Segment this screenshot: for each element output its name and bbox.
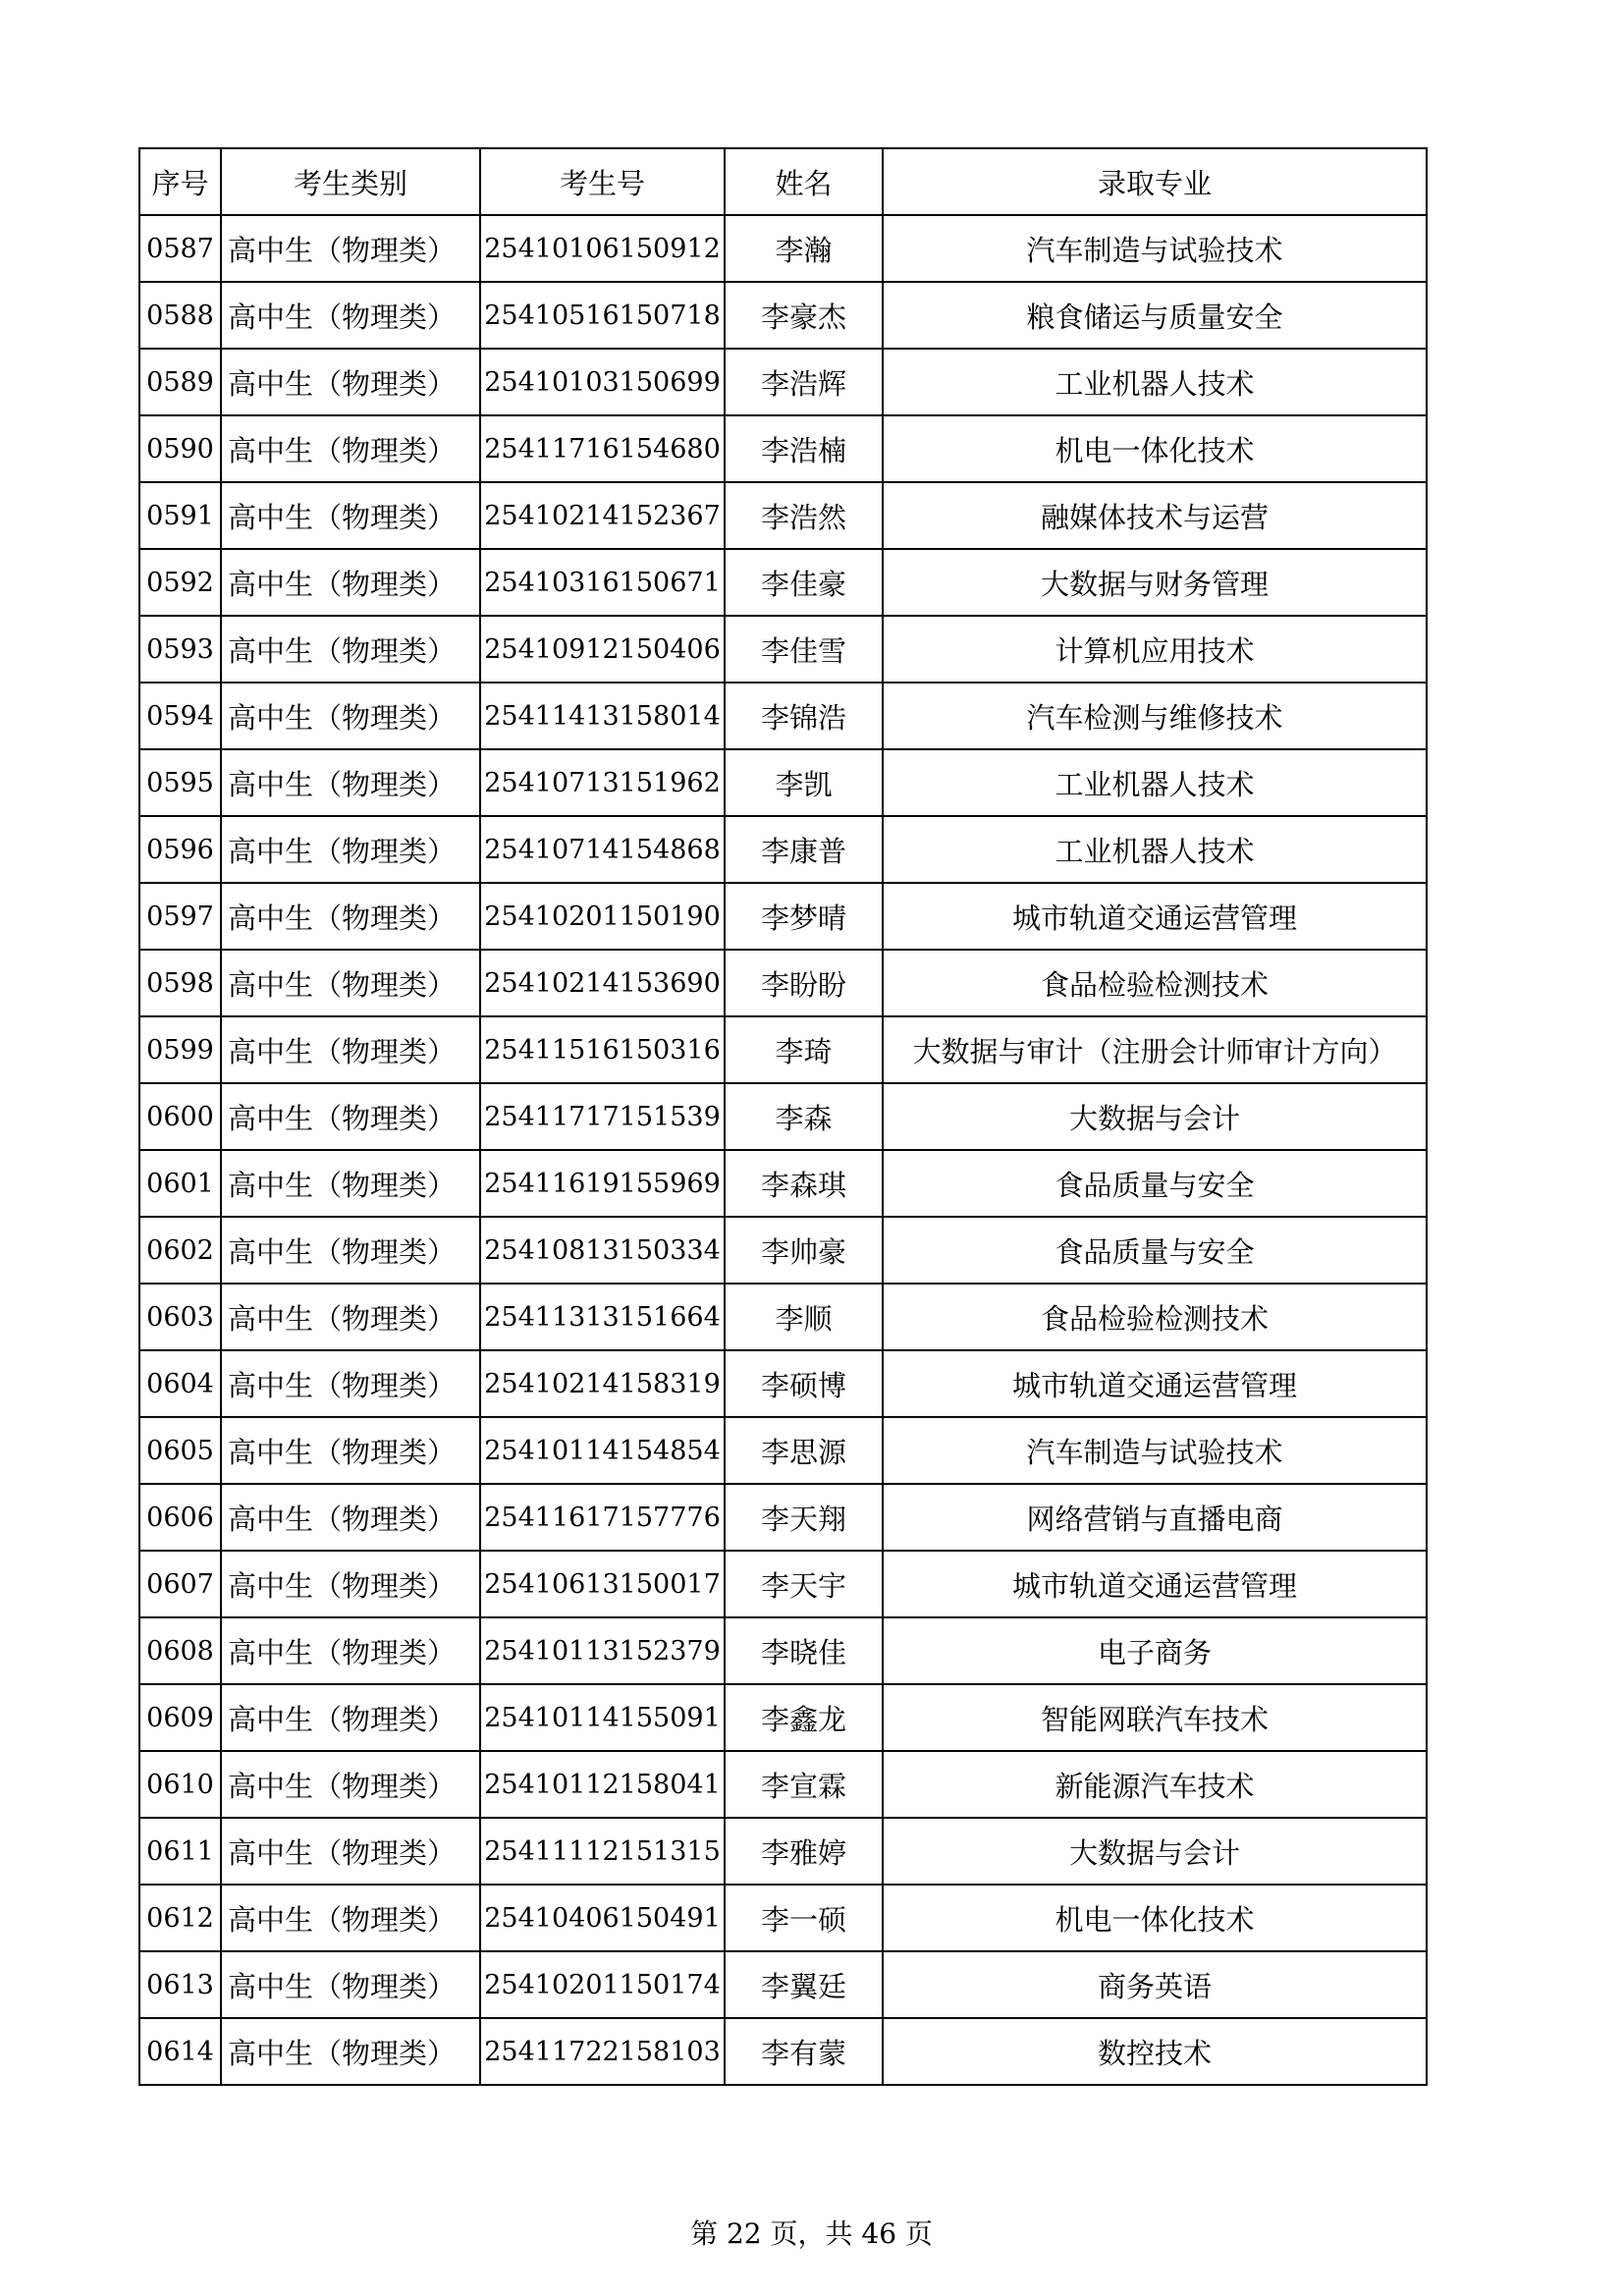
cell-category: 高中生（物理类）	[221, 1617, 480, 1684]
cell-major: 城市轨道交通运营管理	[883, 883, 1427, 950]
cell-category: 高中生（物理类）	[221, 1484, 480, 1551]
admission-table	[138, 147, 1428, 2086]
table-row	[139, 1751, 1427, 1818]
cell-major: 粮食储运与质量安全	[883, 282, 1427, 349]
cell-major: 汽车制造与试验技术	[883, 215, 1427, 282]
cell-name: 李宣霖	[725, 1751, 883, 1818]
table-row	[139, 215, 1427, 282]
table-body	[139, 215, 1427, 2085]
cell-exam-number: 25410406150491	[480, 1885, 725, 1951]
cell-seq: 0604	[139, 1350, 221, 1417]
cell-name: 李豪杰	[725, 282, 883, 349]
cell-exam-number: 25410103150699	[480, 349, 725, 415]
cell-major: 机电一体化技术	[883, 415, 1427, 482]
cell-major: 大数据与会计	[883, 1083, 1427, 1150]
cell-name: 李凯	[725, 749, 883, 816]
cell-seq: 0605	[139, 1417, 221, 1484]
cell-exam-number: 25411413158014	[480, 683, 725, 749]
cell-category: 高中生（物理类）	[221, 215, 480, 282]
table-row	[139, 1016, 1427, 1083]
cell-major: 食品检验检测技术	[883, 950, 1427, 1016]
cell-name: 李森琪	[725, 1150, 883, 1217]
cell-exam-number: 25410201150174	[480, 1951, 725, 2018]
cell-exam-number: 25411112151315	[480, 1818, 725, 1885]
cell-seq: 0606	[139, 1484, 221, 1551]
table-row	[139, 1684, 1427, 1751]
cell-major: 计算机应用技术	[883, 616, 1427, 683]
cell-category: 高中生（物理类）	[221, 1885, 480, 1951]
table-row	[139, 1818, 1427, 1885]
cell-major: 工业机器人技术	[883, 349, 1427, 415]
cell-seq: 0588	[139, 282, 221, 349]
table-row	[139, 883, 1427, 950]
cell-name: 李硕博	[725, 1350, 883, 1417]
cell-major: 新能源汽车技术	[883, 1751, 1427, 1818]
cell-name: 李天宇	[725, 1551, 883, 1617]
cell-category: 高中生（物理类）	[221, 1016, 480, 1083]
cell-exam-number: 25411516150316	[480, 1016, 725, 1083]
cell-category: 高中生（物理类）	[221, 1350, 480, 1417]
cell-seq: 0598	[139, 950, 221, 1016]
table-row	[139, 1217, 1427, 1284]
cell-major: 网络营销与直播电商	[883, 1484, 1427, 1551]
cell-major: 大数据与审计（注册会计师审计方向）	[883, 1016, 1427, 1083]
cell-seq: 0608	[139, 1617, 221, 1684]
cell-major: 城市轨道交通运营管理	[883, 1551, 1427, 1617]
table-row	[139, 1350, 1427, 1417]
cell-seq: 0613	[139, 1951, 221, 2018]
cell-major: 商务英语	[883, 1951, 1427, 2018]
cell-name: 李瀚	[725, 215, 883, 282]
cell-seq: 0600	[139, 1083, 221, 1150]
table-row	[139, 549, 1427, 616]
cell-name: 李锦浩	[725, 683, 883, 749]
cell-seq: 0601	[139, 1150, 221, 1217]
cell-exam-number: 25410214153690	[480, 950, 725, 1016]
cell-name: 李浩辉	[725, 349, 883, 415]
cell-category: 高中生（物理类）	[221, 482, 480, 549]
table-row	[139, 749, 1427, 816]
cell-seq: 0602	[139, 1217, 221, 1284]
cell-seq: 0590	[139, 415, 221, 482]
cell-category: 高中生（物理类）	[221, 349, 480, 415]
cell-name: 李一硕	[725, 1885, 883, 1951]
cell-major: 工业机器人技术	[883, 816, 1427, 883]
cell-name: 李浩然	[725, 482, 883, 549]
cell-exam-number: 25410114155091	[480, 1684, 725, 1751]
header-major: 录取专业	[883, 148, 1427, 215]
cell-name: 李天翔	[725, 1484, 883, 1551]
cell-exam-number: 25411722158103	[480, 2018, 725, 2085]
cell-major: 汽车制造与试验技术	[883, 1417, 1427, 1484]
cell-seq: 0594	[139, 683, 221, 749]
cell-major: 智能网联汽车技术	[883, 1684, 1427, 1751]
header-name: 姓名	[725, 148, 883, 215]
cell-exam-number: 25411717151539	[480, 1083, 725, 1150]
cell-name: 李浩楠	[725, 415, 883, 482]
cell-name: 李佳豪	[725, 549, 883, 616]
cell-name: 李琦	[725, 1016, 883, 1083]
cell-exam-number: 25410113152379	[480, 1617, 725, 1684]
table-row	[139, 2018, 1427, 2085]
cell-category: 高中生（物理类）	[221, 1818, 480, 1885]
cell-category: 高中生（物理类）	[221, 1217, 480, 1284]
cell-seq: 0591	[139, 482, 221, 549]
table-row	[139, 482, 1427, 549]
cell-name: 李翼廷	[725, 1951, 883, 2018]
cell-exam-number: 25410613150017	[480, 1551, 725, 1617]
cell-exam-number: 25411617157776	[480, 1484, 725, 1551]
cell-category: 高中生（物理类）	[221, 950, 480, 1016]
cell-seq: 0612	[139, 1885, 221, 1951]
cell-category: 高中生（物理类）	[221, 1083, 480, 1150]
table-row	[139, 1284, 1427, 1350]
header-exam-number: 考生号	[480, 148, 725, 215]
cell-major: 食品质量与安全	[883, 1217, 1427, 1284]
cell-seq: 0596	[139, 816, 221, 883]
cell-exam-number: 25411313151664	[480, 1284, 725, 1350]
cell-category: 高中生（物理类）	[221, 1417, 480, 1484]
cell-category: 高中生（物理类）	[221, 1684, 480, 1751]
cell-name: 李思源	[725, 1417, 883, 1484]
table-row	[139, 349, 1427, 415]
cell-exam-number: 25410112158041	[480, 1751, 725, 1818]
cell-category: 高中生（物理类）	[221, 2018, 480, 2085]
cell-exam-number: 25410214152367	[480, 482, 725, 549]
cell-name: 李有蒙	[725, 2018, 883, 2085]
cell-exam-number: 25410714154868	[480, 816, 725, 883]
cell-name: 李鑫龙	[725, 1684, 883, 1751]
cell-seq: 0599	[139, 1016, 221, 1083]
table-row	[139, 1150, 1427, 1217]
cell-seq: 0603	[139, 1284, 221, 1350]
cell-seq: 0587	[139, 215, 221, 282]
cell-major: 食品质量与安全	[883, 1150, 1427, 1217]
table-row	[139, 1951, 1427, 2018]
cell-seq: 0589	[139, 349, 221, 415]
cell-category: 高中生（物理类）	[221, 282, 480, 349]
table-row	[139, 616, 1427, 683]
table-row	[139, 415, 1427, 482]
cell-exam-number: 25410201150190	[480, 883, 725, 950]
table-row	[139, 950, 1427, 1016]
cell-category: 高中生（物理类）	[221, 1951, 480, 2018]
cell-category: 高中生（物理类）	[221, 549, 480, 616]
cell-major: 大数据与会计	[883, 1818, 1427, 1885]
cell-exam-number: 25410106150912	[480, 215, 725, 282]
page-footer: 第 22 页，共 46 页	[690, 2217, 933, 2250]
cell-name: 李康普	[725, 816, 883, 883]
cell-exam-number: 25410214158319	[480, 1350, 725, 1417]
cell-exam-number: 25411716154680	[480, 415, 725, 482]
table-row	[139, 1083, 1427, 1150]
cell-category: 高中生（物理类）	[221, 683, 480, 749]
cell-seq: 0595	[139, 749, 221, 816]
cell-name: 李森	[725, 1083, 883, 1150]
table-row	[139, 1885, 1427, 1951]
cell-exam-number: 25410516150718	[480, 282, 725, 349]
cell-name: 李顺	[725, 1284, 883, 1350]
cell-seq: 0593	[139, 616, 221, 683]
cell-name: 李梦晴	[725, 883, 883, 950]
cell-major: 城市轨道交通运营管理	[883, 1350, 1427, 1417]
header-category: 考生类别	[221, 148, 480, 215]
table-row	[139, 1617, 1427, 1684]
cell-name: 李雅婷	[725, 1818, 883, 1885]
cell-category: 高中生（物理类）	[221, 616, 480, 683]
table-row	[139, 1417, 1427, 1484]
cell-exam-number: 25410713151962	[480, 749, 725, 816]
cell-major: 数控技术	[883, 2018, 1427, 2085]
cell-category: 高中生（物理类）	[221, 1551, 480, 1617]
cell-major: 融媒体技术与运营	[883, 482, 1427, 549]
cell-exam-number: 25410114154854	[480, 1417, 725, 1484]
cell-seq: 0614	[139, 2018, 221, 2085]
cell-name: 李佳雪	[725, 616, 883, 683]
cell-category: 高中生（物理类）	[221, 883, 480, 950]
cell-name: 李帅豪	[725, 1217, 883, 1284]
cell-major: 机电一体化技术	[883, 1885, 1427, 1951]
table-row	[139, 282, 1427, 349]
cell-category: 高中生（物理类）	[221, 415, 480, 482]
cell-seq: 0607	[139, 1551, 221, 1617]
cell-major: 电子商务	[883, 1617, 1427, 1684]
cell-seq: 0597	[139, 883, 221, 950]
cell-name: 李晓佳	[725, 1617, 883, 1684]
cell-major: 食品检验检测技术	[883, 1284, 1427, 1350]
cell-seq: 0611	[139, 1818, 221, 1885]
cell-major: 大数据与财务管理	[883, 549, 1427, 616]
table-row	[139, 683, 1427, 749]
table-row	[139, 816, 1427, 883]
cell-category: 高中生（物理类）	[221, 749, 480, 816]
cell-major: 汽车检测与维修技术	[883, 683, 1427, 749]
cell-exam-number: 25410316150671	[480, 549, 725, 616]
cell-exam-number: 25411619155969	[480, 1150, 725, 1217]
header-seq: 序号	[139, 148, 221, 215]
cell-exam-number: 25410912150406	[480, 616, 725, 683]
cell-name: 李盼盼	[725, 950, 883, 1016]
table-row	[139, 1551, 1427, 1617]
cell-seq: 0610	[139, 1751, 221, 1818]
cell-seq: 0592	[139, 549, 221, 616]
cell-major: 工业机器人技术	[883, 749, 1427, 816]
table-row	[139, 1484, 1427, 1551]
cell-category: 高中生（物理类）	[221, 1284, 480, 1350]
cell-category: 高中生（物理类）	[221, 1150, 480, 1217]
cell-seq: 0609	[139, 1684, 221, 1751]
cell-category: 高中生（物理类）	[221, 1751, 480, 1818]
cell-exam-number: 25410813150334	[480, 1217, 725, 1284]
table-header-row	[139, 148, 1427, 215]
cell-category: 高中生（物理类）	[221, 816, 480, 883]
